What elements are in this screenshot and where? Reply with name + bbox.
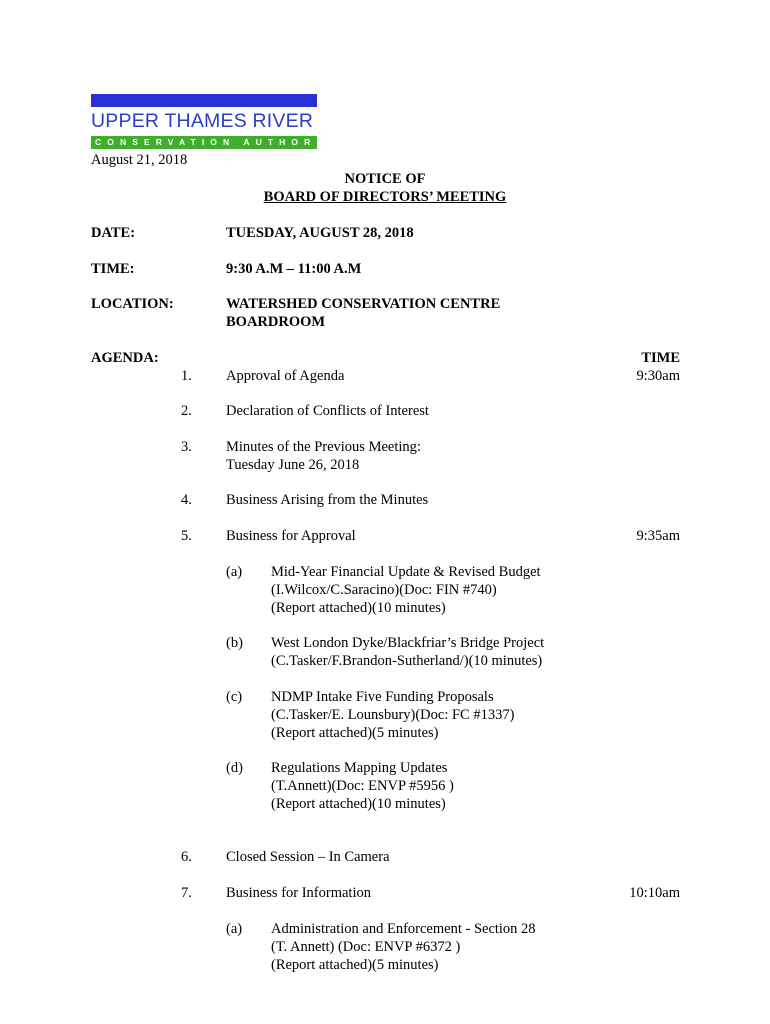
date-value: TUESDAY, AUGUST 28, 2018 <box>226 225 414 241</box>
agenda-label: AGENDA: <box>91 350 159 366</box>
subitem-line: (I.Wilcox/C.Saracino)(Doc: FIN #740) <box>271 582 497 598</box>
agenda-item-time: 9:35am <box>636 528 680 544</box>
subitem-letter: (a) <box>226 564 243 580</box>
agenda-item-time: 9:30am <box>636 368 680 384</box>
agenda-item-text: Closed Session – In Camera <box>226 849 390 865</box>
logo-blue-bar <box>91 94 317 107</box>
subitem-line: West London Dyke/Blackfriar’s Bridge Project <box>271 635 545 651</box>
subitem-line: (T.Annett)(Doc: ENVP #5956 ) <box>271 778 454 794</box>
subitem-line: Regulations Mapping Updates <box>271 760 448 776</box>
location-value-line2: BOARDROOM <box>226 314 326 330</box>
memo-date: August 21, 2018 <box>91 152 188 168</box>
subitem-line: (T. Annett) (Doc: ENVP #6372 ) <box>271 939 461 955</box>
agenda-item-number: 7. <box>181 885 192 901</box>
subitem-line: (Report attached)(5 minutes) <box>271 725 439 741</box>
agenda-item-text: Business for Approval <box>226 528 356 544</box>
agenda-item-number: 6. <box>181 849 192 865</box>
time-label: TIME: <box>91 261 135 277</box>
agenda-item-number: 4. <box>181 492 192 508</box>
agenda-item-text: Business for Information <box>226 885 371 901</box>
logo-name: UPPER THAMES RIVER <box>91 110 314 132</box>
notice-title: NOTICE OF <box>344 171 426 187</box>
subitem-line: (C.Tasker/F.Brandon-Sutherland/)(10 minutes) <box>271 653 543 669</box>
agenda-item-number: 1. <box>181 368 192 384</box>
subitem-letter: (a) <box>226 921 243 937</box>
notice-subtitle: BOARD OF DIRECTORS’ MEETING <box>263 189 507 205</box>
subitem-line: NDMP Intake Five Funding Proposals <box>271 689 494 705</box>
subitem-line: (Report attached)(10 minutes) <box>271 600 446 616</box>
subitem-letter: (b) <box>226 635 243 651</box>
notice-subtitle-wrap <box>0 188 770 206</box>
subitem-line: (Report attached)(10 minutes) <box>271 796 446 812</box>
subitem-line: (Report attached)(5 minutes) <box>271 957 439 973</box>
subitem-line: Administration and Enforcement - Section 28 <box>271 921 536 937</box>
agenda-item-time: 10:10am <box>629 885 680 901</box>
subitem-line: (C.Tasker/E. Lounsbury)(Doc: FC #1337) <box>271 707 515 723</box>
location-value-line1: WATERSHED CONSERVATION CENTRE <box>226 296 501 312</box>
time-value: 9:30 A.M – 11:00 A.M <box>226 261 362 277</box>
subitem-line: Mid-Year Financial Update & Revised Budget <box>271 564 541 580</box>
logo-tagline: CONSERVATION AUTHORITY <box>91 136 317 149</box>
agenda-item-text: Minutes of the Previous Meeting: <box>226 439 421 455</box>
subitem-letter: (d) <box>226 760 243 776</box>
location-label: LOCATION: <box>91 296 174 312</box>
agenda-item-number: 5. <box>181 528 192 544</box>
agenda-item-text-line2: Tuesday June 26, 2018 <box>226 457 360 473</box>
agenda-item-text: Declaration of Conflicts of Interest <box>226 403 429 419</box>
date-label: DATE: <box>91 225 136 241</box>
agenda-item-text: Business Arising from the Minutes <box>226 492 429 508</box>
agenda-item-text: Approval of Agenda <box>226 368 345 384</box>
agenda-item-number: 2. <box>181 403 192 419</box>
subitem-letter: (c) <box>226 689 243 705</box>
time-column-header: TIME <box>641 350 680 366</box>
agenda-item-number: 3. <box>181 439 192 455</box>
